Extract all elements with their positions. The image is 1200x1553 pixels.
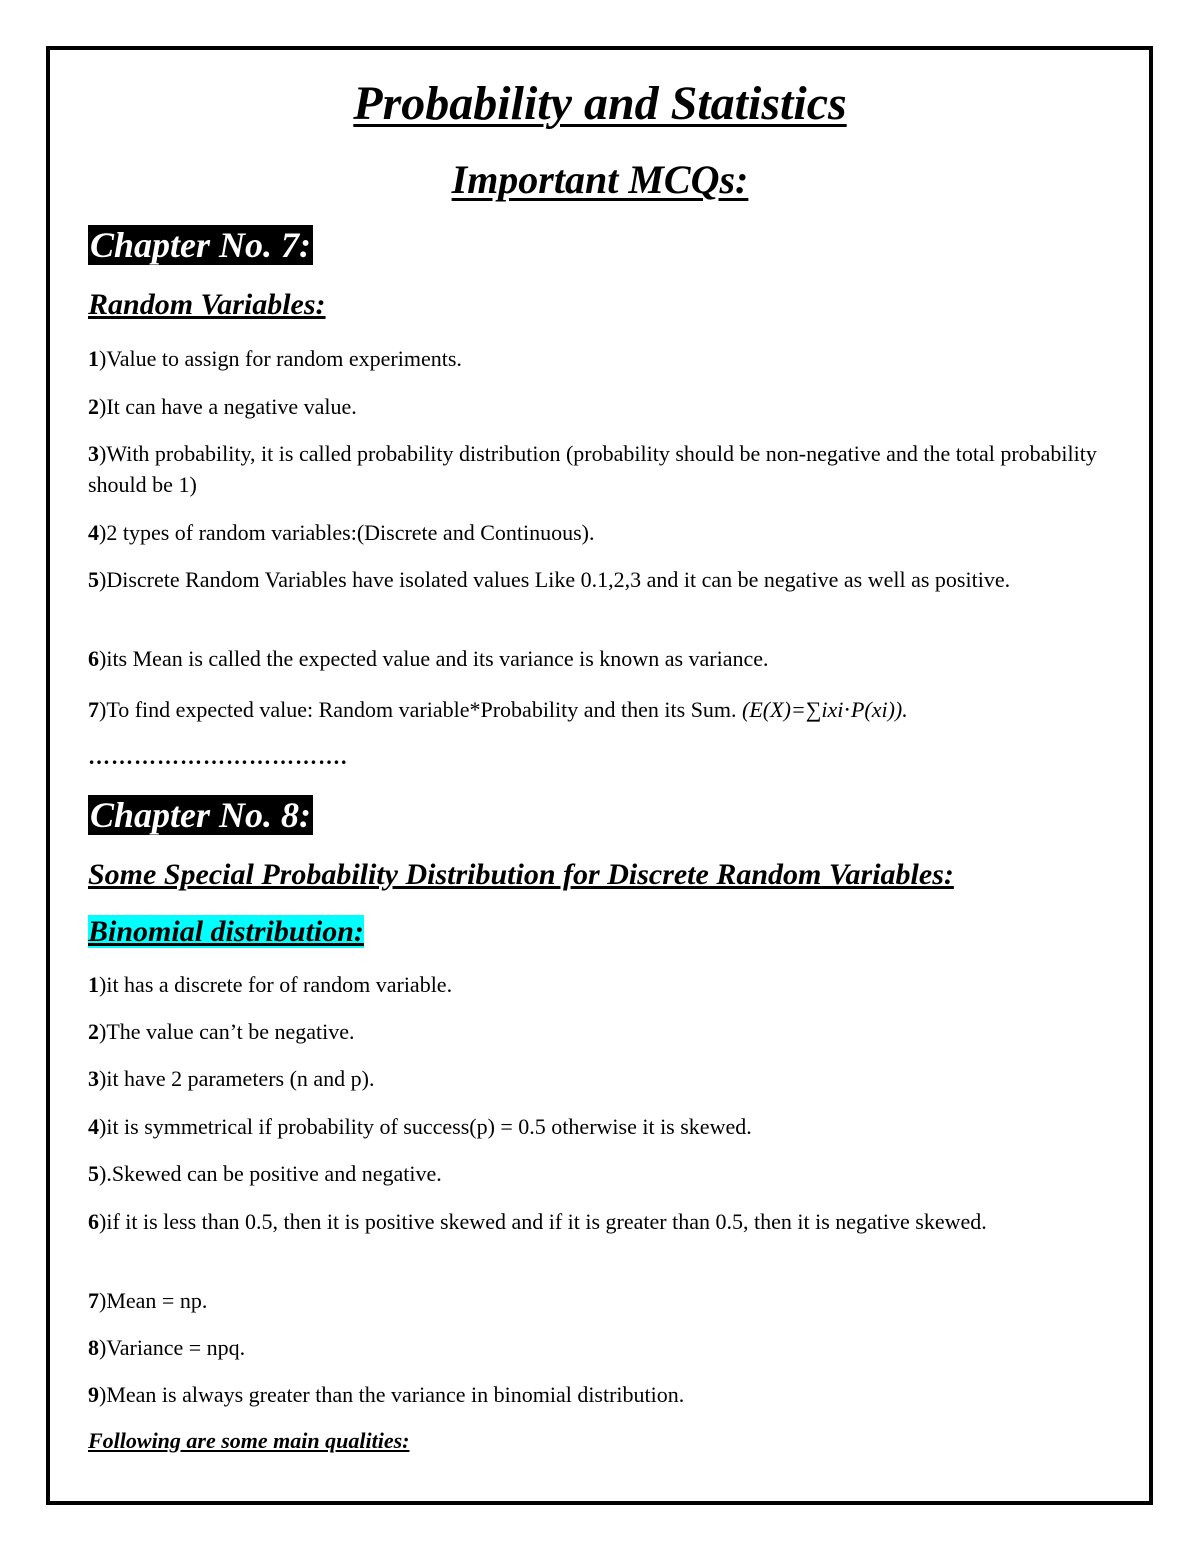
document-title: Probability and Statistics	[353, 77, 847, 130]
binomial-distribution-heading: Binomial distribution:	[88, 915, 364, 948]
ch7-item-7: 7)To find expected value: Random variable*Probability and then its Sum. (E(X)=∑ixi⋅P(xi)).	[88, 697, 908, 722]
chapter-8-heading: Chapter No. 8:	[90, 795, 312, 835]
special-distributions-heading: Some Special Probability Distribution for Discrete Random Variables:	[88, 858, 954, 891]
ch8-item-5: 5).Skewed can be positive and negative.	[88, 1161, 442, 1186]
ch7-item-1: 1)Value to assign for random experiments.	[88, 346, 462, 371]
ch8-item-8: 8)Variance = npq.	[88, 1335, 246, 1360]
ch8-item-7: 7)Mean = np.	[88, 1288, 208, 1313]
random-variables-heading: Random Variables:	[88, 288, 326, 321]
ch8-item-6: 6)if it is less than 0.5, then it is positive skewed and if it is greater than 0.5, then it is negative skewed.	[88, 1209, 987, 1234]
ch8-item-3: 3)it have 2 parameters (n and p).	[88, 1066, 375, 1091]
section-separator: …………………………….	[88, 744, 348, 769]
ch7-item-2: 2)It can have a negative value.	[88, 394, 357, 419]
ch7-item-3: 3)With probability, it is called probability distribution (probability should be non-negative and the total probability should be 1)	[88, 441, 1097, 497]
ch8-item-4: 4)it is symmetrical if probability of success(p) = 0.5 otherwise it is skewed.	[88, 1114, 752, 1139]
ch7-item-5: 5)Discrete Random Variables have isolated values Like 0.1,2,3 and it can be negative as well as positive.	[88, 567, 1011, 592]
document-subtitle: Important MCQs:	[451, 157, 749, 202]
ch7-item-4: 4)2 types of random variables:(Discrete and Continuous).	[88, 520, 595, 545]
ch7-item-6: 6)its Mean is called the expected value and its variance is known as variance.	[88, 646, 769, 671]
ch8-item-2: 2)The value can’t be negative.	[88, 1019, 355, 1044]
expected-value-formula: (E(X)=∑ixi⋅P(xi)).	[742, 697, 908, 722]
ch8-item-9: 9)Mean is always greater than the variance in binomial distribution.	[88, 1382, 685, 1407]
qualities-heading: Following are some main qualities:	[88, 1428, 410, 1453]
chapter-7-heading: Chapter No. 7:	[90, 225, 312, 265]
ch8-item-1: 1)it has a discrete for of random variable.	[88, 972, 453, 997]
